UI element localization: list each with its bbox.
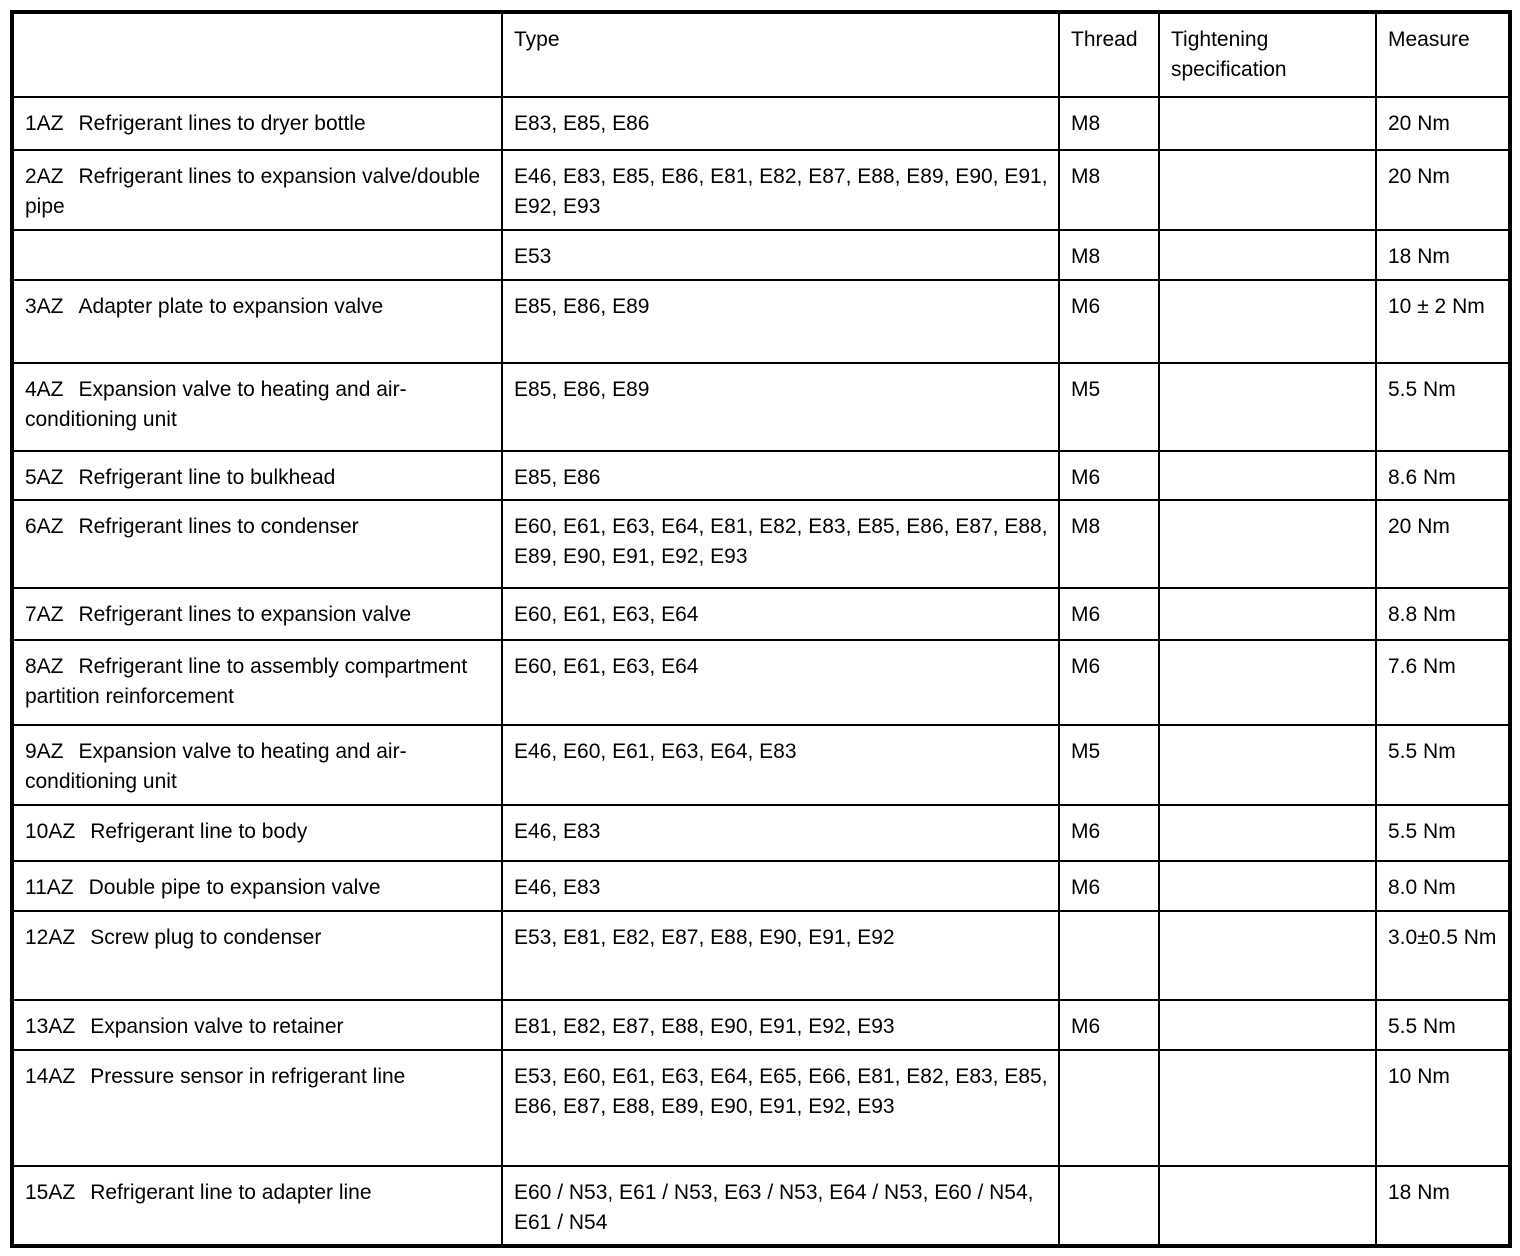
row-id: 14AZ [25,1065,76,1088]
item-cell [12,150,502,230]
thread-cell: M6 [1059,1000,1159,1050]
measure-cell: 10 ± 2 Nm [1376,280,1510,363]
item-cell [12,725,502,805]
measure-cell: 18 Nm [1376,1166,1510,1246]
item-cell [12,1050,502,1166]
item-cell [12,861,502,911]
header-item-cell [12,12,502,97]
table-row [12,725,1510,805]
row-id: 1AZ [25,112,64,135]
table-row [12,97,1510,150]
thread-cell: M8 [1059,500,1159,588]
row-label: Refrigerant line to assembly compartment partition reinforcement [25,655,468,708]
type-cell: E83, E85, E86 [502,97,1059,150]
type-cell: E85, E86 [502,451,1059,500]
measure-cell: 20 Nm [1376,150,1510,230]
tightening-cell [1159,230,1376,280]
row-id: 11AZ [25,876,74,899]
item-cell [12,805,502,861]
table-row [12,861,1510,911]
row-id: 13AZ [25,1015,76,1038]
table-body [12,97,1510,1246]
tightening-cell [1159,861,1376,911]
thread-cell: M6 [1059,280,1159,363]
row-label: Refrigerant lines to expansion valve [78,603,412,626]
tightening-cell [1159,1166,1376,1246]
item-cell [12,451,502,500]
measure-cell: 7.6 Nm [1376,640,1510,725]
measure-cell: 20 Nm [1376,97,1510,150]
type-cell: E46, E60, E61, E63, E64, E83 [502,725,1059,805]
tightening-cell [1159,725,1376,805]
header-type-cell: Type [502,12,1059,97]
thread-cell [1059,911,1159,1000]
row-label: Refrigerant lines to condenser [78,515,359,538]
measure-cell: 3.0±0.5 Nm [1376,911,1510,1000]
row-label: Refrigerant lines to expansion valve/double pipe [25,165,481,218]
type-cell: E60 / N53, E61 / N53, E63 / N53, E64 / N53, E60 / N54, E61 / N54 [502,1166,1059,1246]
type-cell: E85, E86, E89 [502,280,1059,363]
row-id: 6AZ [25,515,64,538]
tightening-cell [1159,640,1376,725]
table-row [12,1050,1510,1166]
row-id: 2AZ [25,165,64,188]
thread-cell: M6 [1059,588,1159,640]
row-id: 5AZ [25,466,64,489]
type-cell: E60, E61, E63, E64, E81, E82, E83, E85, E86, E87, E88, E89, E90, E91, E92, E93 [502,500,1059,588]
item-cell [12,640,502,725]
tightening-cell [1159,150,1376,230]
table-row [12,363,1510,451]
row-id: 9AZ [25,740,64,763]
table-row [12,500,1510,588]
header-row [12,12,1510,97]
thread-cell [1059,1166,1159,1246]
tightening-cell [1159,1000,1376,1050]
row-id: 12AZ [25,926,76,949]
type-cell: E46, E83, E85, E86, E81, E82, E87, E88, E89, E90, E91, E92, E93 [502,150,1059,230]
tightening-cell [1159,363,1376,451]
header-thread-cell: Thread [1059,12,1159,97]
row-id: 15AZ [25,1181,76,1204]
type-cell: E85, E86, E89 [502,363,1059,451]
measure-cell: 8.6 Nm [1376,451,1510,500]
measure-cell: 5.5 Nm [1376,725,1510,805]
row-label: Expansion valve to retainer [90,1015,344,1038]
measure-cell: 10 Nm [1376,1050,1510,1166]
measure-cell: 5.5 Nm [1376,805,1510,861]
measure-cell: 8.8 Nm [1376,588,1510,640]
measure-cell: 5.5 Nm [1376,1000,1510,1050]
table-row [12,280,1510,363]
table-row [12,911,1510,1000]
thread-cell: M6 [1059,640,1159,725]
thread-cell: M6 [1059,861,1159,911]
tightening-spec-table [10,10,1512,1248]
type-cell: E60, E61, E63, E64 [502,588,1059,640]
measure-cell: 20 Nm [1376,500,1510,588]
table-row [12,588,1510,640]
item-cell [12,363,502,451]
tightening-cell [1159,451,1376,500]
measure-cell: 18 Nm [1376,230,1510,280]
thread-cell: M8 [1059,150,1159,230]
measure-cell: 8.0 Nm [1376,861,1510,911]
thread-cell [1059,1050,1159,1166]
type-cell: E81, E82, E87, E88, E90, E91, E92, E93 [502,1000,1059,1050]
table-row [12,1000,1510,1050]
measure-cell: 5.5 Nm [1376,363,1510,451]
item-cell [12,280,502,363]
item-cell [12,1000,502,1050]
item-cell [12,230,502,280]
item-cell [12,97,502,150]
item-cell [12,588,502,640]
table-row [12,805,1510,861]
thread-cell: M8 [1059,97,1159,150]
table-row [12,451,1510,500]
row-id: 7AZ [25,603,64,626]
item-cell [12,1166,502,1246]
row-label: Expansion valve to heating and air-conditioning unit [25,740,407,793]
type-cell: E60, E61, E63, E64 [502,640,1059,725]
tightening-cell [1159,280,1376,363]
row-label: Refrigerant line to adapter line [90,1181,372,1204]
row-label: Adapter plate to expansion valve [78,295,384,318]
tightening-cell [1159,911,1376,1000]
header-measure-cell: Measure [1376,12,1510,97]
tightening-cell [1159,805,1376,861]
tightening-cell [1159,1050,1376,1166]
table-row [12,230,1510,280]
row-label: Pressure sensor in refrigerant line [90,1065,406,1088]
thread-cell: M8 [1059,230,1159,280]
table-row [12,150,1510,230]
table-row [12,1166,1510,1246]
tightening-cell [1159,500,1376,588]
thread-cell: M6 [1059,451,1159,500]
row-label: Double pipe to expansion valve [88,876,381,899]
row-id: 3AZ [25,295,64,318]
thread-cell: M5 [1059,363,1159,451]
row-id: 8AZ [25,655,64,678]
row-label: Refrigerant line to bulkhead [78,466,336,489]
row-id: 10AZ [25,820,76,843]
type-cell: E53, E81, E82, E87, E88, E90, E91, E92 [502,911,1059,1000]
tightening-cell [1159,97,1376,150]
item-cell [12,500,502,588]
type-cell: E53, E60, E61, E63, E64, E65, E66, E81, E82, E83, E85, E86, E87, E88, E89, E90, E91, E92, E93 [502,1050,1059,1166]
tightening-cell [1159,588,1376,640]
thread-cell: M5 [1059,725,1159,805]
row-id: 4AZ [25,378,64,401]
row-label: Refrigerant lines to dryer bottle [78,112,366,135]
row-label: Refrigerant line to body [90,820,308,843]
thread-cell: M6 [1059,805,1159,861]
table-row [12,640,1510,725]
header-tightening-specification-cell: Tightening specification [1159,12,1376,97]
type-cell: E53 [502,230,1059,280]
row-label: Expansion valve to heating and air-conditioning unit [25,378,407,431]
type-cell: E46, E83 [502,861,1059,911]
type-cell: E46, E83 [502,805,1059,861]
row-label: Screw plug to condenser [90,926,322,949]
item-cell [12,911,502,1000]
